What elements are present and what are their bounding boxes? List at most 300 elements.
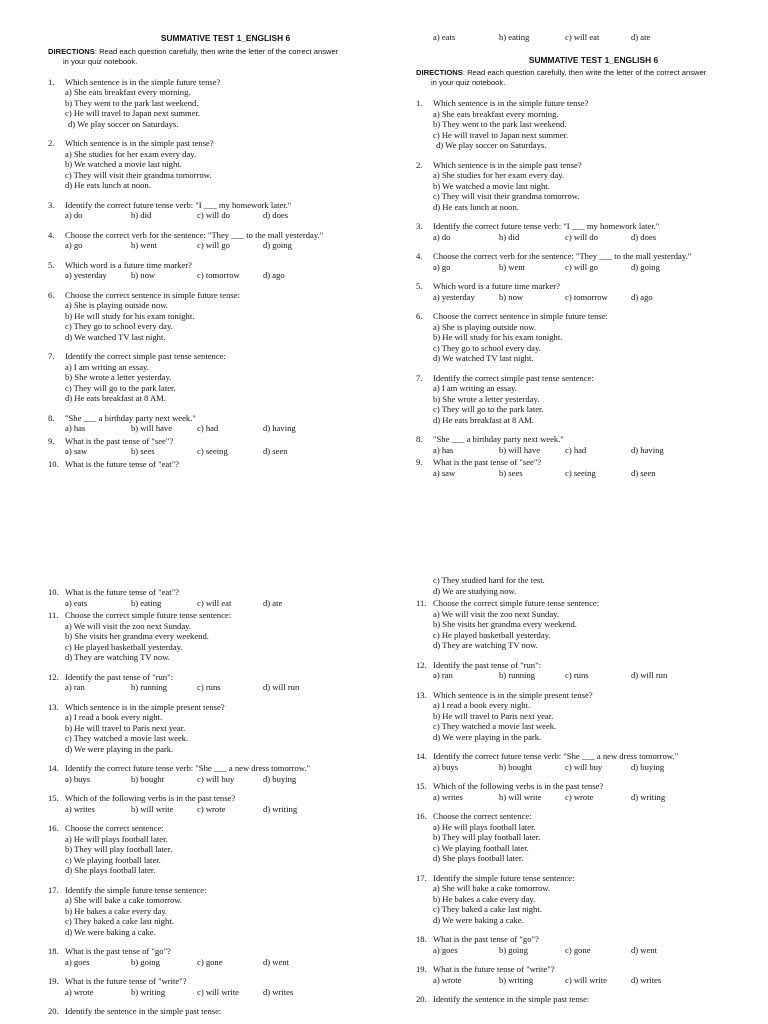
option: b) eating <box>499 32 530 42</box>
option: d) does <box>631 231 657 242</box>
option: c) seeing <box>197 446 228 456</box>
question-text: Identify the correct simple past tense sentence: <box>65 351 226 361</box>
answer-option: d) They are watching TV now. <box>65 652 170 662</box>
option: d) went <box>631 944 658 955</box>
option: b) now <box>131 270 156 280</box>
option: a) ran <box>65 682 85 692</box>
question-9 <box>48 436 403 457</box>
option: c) gone <box>197 956 223 967</box>
option-row <box>433 232 768 243</box>
answer-option: c) He played basketball yesterday. <box>65 641 183 652</box>
option: b) did <box>131 210 152 220</box>
question-text: Which sentence is in the simple future tense? <box>65 76 221 87</box>
option-row <box>65 804 403 815</box>
question-18 <box>48 946 403 967</box>
option-row <box>433 262 768 273</box>
question-number: 1. <box>48 76 55 87</box>
question-number: 2. <box>416 159 423 170</box>
option: a) saw <box>433 467 456 478</box>
option-row <box>433 792 768 803</box>
option: b) now <box>499 291 524 302</box>
option: a) yesterday <box>65 270 107 280</box>
question-text: Choose the correct sentence in simple future tense: <box>65 289 240 300</box>
answer-option: d) He eats lunch at noon. <box>433 201 519 212</box>
option: a) go <box>433 261 451 272</box>
question-6 <box>48 290 403 343</box>
option: c) tomorrow <box>197 270 240 280</box>
answer-option: b) They went to the park last weekend. <box>433 119 567 129</box>
question-number: 11. <box>416 598 427 608</box>
answer-option: c) They go to school every day. <box>433 342 541 353</box>
option: d) will run <box>631 670 668 680</box>
option: b) did <box>499 231 520 242</box>
option: b) going <box>499 944 528 955</box>
answer-option: a) She eats breakfast every morning. <box>65 87 191 97</box>
question-text: Which word is a future time marker? <box>65 259 192 270</box>
question-text: Which word is a future time marker? <box>433 281 560 291</box>
option-row <box>65 682 403 693</box>
option: b) eating <box>131 597 162 608</box>
question-number: 3. <box>48 199 55 210</box>
option-row <box>433 292 768 303</box>
option-row <box>65 446 403 457</box>
question-13 <box>48 702 403 755</box>
option: a) yesterday <box>433 291 475 302</box>
answer-option: b) She visits her grandma every weekend. <box>65 631 209 641</box>
answer-option: c) They will visit their grandma tomorrow. <box>433 191 580 201</box>
question-19 <box>416 964 768 985</box>
answer-option: a) She studies for her exam every day. <box>65 148 197 159</box>
question-number: 4. <box>416 251 423 261</box>
option: a) has <box>65 423 86 433</box>
answer-option: d) We play soccer on Saturdays. <box>68 118 179 129</box>
answer-option: c) They will go to the park later. <box>65 382 176 393</box>
answer-option: b) He will study for his exam tonight. <box>433 332 563 342</box>
option: b) will have <box>499 444 541 455</box>
question-text: Identify the past tense of "run": <box>65 671 173 682</box>
question-number: 15. <box>416 781 427 791</box>
answer-option: a) I read a book every night. <box>433 700 531 710</box>
question-text: "She ___ a birthday party next week." <box>433 434 564 444</box>
answer-option: b) She wrote a letter yesterday. <box>433 393 540 404</box>
question-text: Identify the simple future tense sentence: <box>65 884 207 895</box>
question-text: Identify the simple future tense sentence: <box>433 872 575 883</box>
answer-option: a) She will bake a cake tomorrow. <box>433 883 551 893</box>
question-14 <box>416 751 768 772</box>
question-text: Identify the correct future tense verb: "I ___ my homework later." <box>65 199 292 210</box>
question-text: What is the past tense of "see"? <box>65 435 174 446</box>
answer-option: b) He will study for his exam tonight. <box>65 310 195 321</box>
option: b) sees <box>499 467 523 478</box>
option: b) went <box>131 240 158 250</box>
answer-option: d) He eats breakfast at 8 AM. <box>65 393 166 403</box>
question-13 <box>416 690 768 743</box>
question-text: Which sentence is in the simple present tense? <box>65 701 225 712</box>
question-number: 14. <box>416 751 427 761</box>
question-7 <box>48 351 403 404</box>
question-number: 17. <box>48 884 59 895</box>
question-text: What is the future tense of "eat"? <box>65 587 179 597</box>
option: b) writing <box>499 974 534 985</box>
question-number: 18. <box>48 946 59 956</box>
answer-option: b) She visits her grandma every weekend. <box>433 619 577 629</box>
answer-option: c) They watched a movie last week. <box>65 733 189 743</box>
option-row <box>65 987 403 998</box>
question-text: Which sentence is in the simple future tense? <box>433 98 589 108</box>
question-text: Identify the correct future tense verb: "I ___ my homework later." <box>433 221 660 231</box>
question-number: 3. <box>416 221 423 231</box>
answer-option: c) They go to school every day. <box>65 321 173 331</box>
question-text: Identify the past tense of "run": <box>433 659 541 670</box>
option-row <box>65 423 403 434</box>
question-2 <box>48 138 403 191</box>
question-text: Choose the correct verb for the sentence: "They ___ to the mall yesterday." <box>433 251 692 261</box>
question-text: What is the future tense of "write"? <box>433 964 555 974</box>
option: d) does <box>263 210 289 220</box>
directions <box>48 47 403 57</box>
question-text: Which of the following verbs is in the past tense? <box>433 781 604 791</box>
answer-option: d) We were baking a cake. <box>65 926 156 937</box>
option: b) bought <box>499 761 533 772</box>
answer-option: d) We play soccer on Saturdays. <box>436 140 547 150</box>
option: c) will do <box>197 210 230 220</box>
question-number: 9. <box>48 435 55 446</box>
question-number: 17. <box>416 872 427 883</box>
option: a) ran <box>433 670 453 680</box>
directions-continued: in your quiz notebook. <box>63 56 138 66</box>
question-text: Identify the sentence in the simple past tense: <box>65 1006 222 1016</box>
question-number: 9. <box>416 457 423 467</box>
answer-option: c) They will visit their grandma tomorrow. <box>65 169 212 180</box>
test-title: SUMMATIVE TEST 1_ENGLISH 6 <box>528 54 659 65</box>
option: b) writing <box>131 986 166 997</box>
option: a) goes <box>65 956 90 967</box>
question-number: 15. <box>48 793 59 803</box>
test-title: SUMMATIVE TEST 1_ENGLISH 6 <box>160 33 291 43</box>
question-15 <box>416 781 768 802</box>
directions-continued: in your quiz notebook. <box>431 78 506 87</box>
question-text: Choose the correct verb for the sentence: "They ___ to the mall yesterday." <box>65 229 324 240</box>
option: a) eats <box>65 597 88 608</box>
option-row <box>65 598 403 609</box>
option: d) buying <box>263 773 297 784</box>
option: d) seen <box>631 467 656 478</box>
answer-option: a) She will bake a cake tomorrow. <box>65 895 183 905</box>
option: a) wrote <box>433 974 462 985</box>
option: b) went <box>499 261 526 272</box>
option: d) having <box>631 444 664 455</box>
answer-option: d) We watched TV last night. <box>65 331 166 342</box>
option: d) writing <box>263 803 298 814</box>
option-row <box>65 774 403 785</box>
option: a) do <box>433 231 451 242</box>
question-text: Identify the correct simple past tense sentence: <box>433 372 594 383</box>
option-row <box>65 240 403 251</box>
question-16 <box>48 823 403 876</box>
question-11 <box>416 598 768 651</box>
directions-label: DIRECTIONS <box>48 46 95 56</box>
question-3 <box>48 200 403 221</box>
question-number: 20. <box>416 994 427 1004</box>
option: c) will go <box>565 261 598 272</box>
page-bottom-right <box>416 575 768 1005</box>
answer-option: b) He will travel to Paris next year. <box>65 722 186 733</box>
directions-text: : Read each question carefully, then write the letter of the correct answer <box>94 46 339 56</box>
answer-option: a) She eats breakfast every morning. <box>433 108 559 119</box>
question-number: 7. <box>416 372 423 383</box>
question-17 <box>48 885 403 938</box>
option: c) will eat <box>565 32 600 42</box>
answer-option: b) We watched a movie last night. <box>433 180 550 191</box>
answer-option: a) I am writing an essay. <box>65 361 149 372</box>
option: a) writes <box>65 803 95 814</box>
page-top-right <box>416 32 768 478</box>
question-number: 5. <box>48 259 55 270</box>
option: d) went <box>263 956 290 967</box>
answer-option: b) We watched a movie last night. <box>65 159 182 169</box>
option: c) seeing <box>565 467 596 478</box>
option-row <box>65 210 403 221</box>
answer-option: a) He will plays football later. <box>433 821 536 832</box>
option: d) going <box>263 240 292 250</box>
question-3 <box>416 221 768 242</box>
question-text: What is the past tense of "go"? <box>65 946 171 956</box>
question-text: What is the past tense of "see"? <box>433 457 542 467</box>
question-number: 8. <box>416 434 423 444</box>
option: b) will write <box>499 791 542 802</box>
question-number: 19. <box>416 964 427 974</box>
question-number: 19. <box>48 976 59 986</box>
carryover-options <box>416 575 768 596</box>
answer-option: c) They studied hard for the test. <box>433 575 545 585</box>
option-row <box>433 762 768 773</box>
question-number: 13. <box>416 689 427 700</box>
question-1 <box>416 98 768 151</box>
answer-option: c) They baked a cake last night. <box>65 916 174 926</box>
question-5 <box>416 281 768 302</box>
question-number: 14. <box>48 763 59 773</box>
question-text: Identify the correct future tense verb: "She ___ a new dress tomorrow." <box>433 751 679 761</box>
spacer <box>416 43 768 55</box>
answer-option: a) She is playing outside now. <box>433 321 537 332</box>
question-number: 10. <box>48 587 59 597</box>
option: b) will have <box>131 423 173 433</box>
question-number: 4. <box>48 229 55 240</box>
question-10 <box>48 459 403 470</box>
question-number: 10. <box>48 458 59 469</box>
question-4 <box>416 251 768 272</box>
option: b) will write <box>131 803 174 814</box>
question-number: 13. <box>48 701 59 712</box>
answer-option: b) They will play football later. <box>65 844 173 854</box>
answer-option: a) She is playing outside now. <box>65 300 169 310</box>
question-number: 11. <box>48 610 59 620</box>
option: c) wrote <box>565 791 594 802</box>
page-bottom-left <box>48 587 403 1017</box>
question-number: 6. <box>48 289 55 300</box>
question-11 <box>48 610 403 663</box>
option: c) runs <box>197 682 221 692</box>
option: c) will eat <box>197 597 232 608</box>
answer-option: d) She plays football later. <box>433 853 524 863</box>
question-text: Identify the correct future tense verb: "She ___ a new dress tomorrow." <box>65 763 311 773</box>
option: d) ago <box>263 270 285 280</box>
option: d) ago <box>631 291 653 302</box>
option: a) wrote <box>65 986 94 997</box>
option: d) writes <box>263 986 294 997</box>
page-top-left <box>48 33 403 469</box>
option: d) will run <box>263 682 300 692</box>
answer-option: d) He eats lunch at noon. <box>65 180 151 190</box>
option: c) runs <box>565 670 589 680</box>
question-text: Which of the following verbs is in the past tense? <box>65 793 236 803</box>
option: c) will go <box>197 240 230 250</box>
question-text: Choose the correct sentence: <box>65 823 164 833</box>
option-row <box>65 957 403 968</box>
carryover-options <box>416 32 768 43</box>
question-14 <box>48 763 403 784</box>
answer-option: c) He will travel to Japan next summer. <box>433 129 569 140</box>
option-row <box>65 270 403 281</box>
question-20 <box>416 994 768 1005</box>
question-text: Choose the correct sentence in simple future tense: <box>433 311 608 321</box>
question-2 <box>416 160 768 213</box>
question-number: 20. <box>48 1006 59 1016</box>
option: c) had <box>197 423 219 433</box>
question-number: 16. <box>416 811 427 821</box>
option: a) goes <box>433 944 458 955</box>
question-15 <box>48 793 403 814</box>
option: d) seen <box>263 446 288 456</box>
question-8 <box>48 413 403 434</box>
option: d) ate <box>263 597 283 608</box>
option: b) going <box>131 956 160 967</box>
answer-option: c) We playing football later. <box>433 842 529 853</box>
question-number: 12. <box>416 659 427 670</box>
option: c) will buy <box>565 761 603 772</box>
question-number: 18. <box>416 934 427 944</box>
answer-option: d) They are watching TV now. <box>433 640 538 650</box>
option: d) having <box>263 423 296 433</box>
answer-option: c) He played basketball yesterday. <box>433 629 551 640</box>
directions-text: : Read each question carefully, then write the letter of the correct answer <box>462 68 707 77</box>
question-text: Which sentence is in the simple present tense? <box>433 689 593 700</box>
question-19 <box>48 976 403 997</box>
option: b) running <box>131 682 168 692</box>
question-number: 12. <box>48 671 59 682</box>
answer-option: b) She wrote a letter yesterday. <box>65 372 172 382</box>
question-12 <box>48 672 403 693</box>
question-number: 5. <box>416 281 423 291</box>
option: a) writes <box>433 791 463 802</box>
answer-option: d) He eats breakfast at 8 AM. <box>433 414 534 425</box>
question-9 <box>416 457 768 478</box>
option: a) buys <box>65 773 91 784</box>
answer-option: d) We were playing in the park. <box>433 731 542 742</box>
question-text: "She ___ a birthday party next week." <box>65 412 196 423</box>
answer-option: c) They baked a cake last night. <box>433 904 542 914</box>
question-text: Choose the correct simple future tense sentence: <box>65 610 232 620</box>
question-number: 8. <box>48 412 55 423</box>
question-6 <box>416 311 768 364</box>
question-text: What is the future tense of "write"? <box>65 976 187 986</box>
option: d) going <box>631 261 660 272</box>
question-number: 1. <box>416 98 423 108</box>
answer-option: a) He will plays football later. <box>65 833 168 844</box>
question-16 <box>416 811 768 864</box>
option: c) had <box>565 444 587 455</box>
answer-option: c) They will go to the park later. <box>433 404 544 414</box>
option: c) will do <box>565 231 598 242</box>
directions-label: DIRECTIONS <box>416 68 463 77</box>
option: b) sees <box>131 446 155 456</box>
option-row <box>433 670 768 681</box>
question-text: Identify the sentence in the simple past tense: <box>433 994 590 1004</box>
option-row <box>433 975 768 986</box>
answer-option: d) We watched TV last night. <box>433 353 534 363</box>
option: c) wrote <box>197 803 226 814</box>
question-7 <box>416 373 768 426</box>
option: c) tomorrow <box>565 291 608 302</box>
question-number: 16. <box>48 823 59 833</box>
answer-option: a) I am writing an essay. <box>433 383 517 393</box>
option: a) saw <box>65 446 88 456</box>
question-5 <box>48 260 403 281</box>
answer-option: d) She plays football later. <box>65 865 156 875</box>
answer-option: b) He will travel to Paris next year. <box>433 710 554 721</box>
question-18 <box>416 934 768 955</box>
option: b) bought <box>131 773 165 784</box>
directions <box>416 68 768 78</box>
question-text: Which sentence is in the simple past tense? <box>65 138 214 148</box>
question-text: Choose the correct simple future tense sentence: <box>433 598 600 608</box>
question-text: Which sentence is in the simple past tense? <box>433 159 582 170</box>
option: a) go <box>65 240 83 250</box>
question-4 <box>48 230 403 251</box>
answer-option: d) We are studying now. <box>433 585 517 596</box>
question-10 <box>48 587 403 608</box>
question-text: What is the future tense of "eat"? <box>65 458 179 469</box>
question-17 <box>416 873 768 926</box>
option: c) will buy <box>197 773 235 784</box>
answer-option: c) We playing football later. <box>65 854 161 865</box>
option-row <box>433 945 768 956</box>
question-number: 6. <box>416 311 423 321</box>
answer-option: a) She studies for her exam every day. <box>433 170 565 180</box>
option: c) will write <box>565 974 607 985</box>
question-text: What is the past tense of "go"? <box>433 934 539 944</box>
option: b) running <box>499 670 536 680</box>
option-row <box>433 468 768 479</box>
answer-option: a) We will visit the zoo next Sunday. <box>65 620 192 631</box>
answer-option: a) I read a book every night. <box>65 712 163 722</box>
question-20 <box>48 1006 403 1017</box>
answer-option: b) They will play football later. <box>433 832 541 842</box>
answer-option: d) We were playing in the park. <box>65 743 174 754</box>
option: a) buys <box>433 761 459 772</box>
question-number: 7. <box>48 351 55 361</box>
answer-option: c) They watched a movie last week. <box>433 721 557 731</box>
option-row <box>433 445 768 456</box>
question-12 <box>416 660 768 681</box>
option: c) will write <box>197 986 239 997</box>
option: a) eats <box>433 32 456 42</box>
answer-option: a) We will visit the zoo next Sunday. <box>433 608 560 619</box>
option: d) ate <box>631 32 651 42</box>
option: d) writing <box>631 791 666 802</box>
answer-option: b) He bakes a cake every day. <box>65 905 168 916</box>
option: d) writes <box>631 974 662 985</box>
